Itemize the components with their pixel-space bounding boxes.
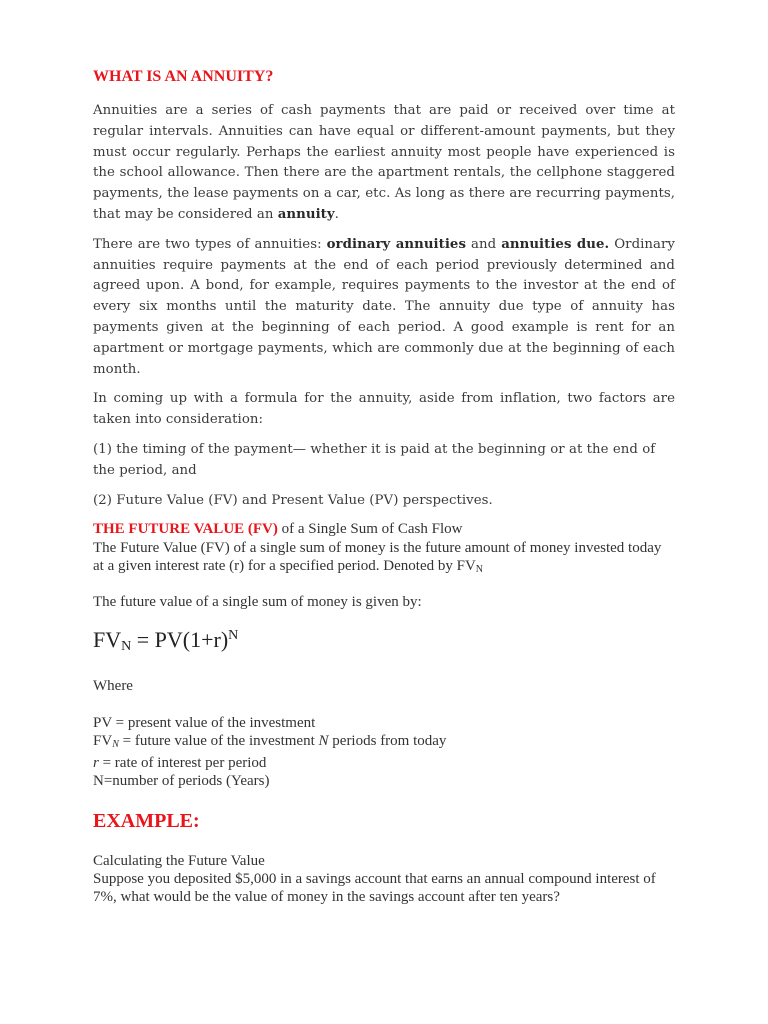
para1-text: Annuities are a series of cash payments that are paid or received over time at regular intervals. Annuities can have equal or different-amount payments, but they must occur regularly. Perhaps the earliest annuity most people have experienced is the school allowance. Then there are the apartment rentals, the cellphone staggered payments, the lease payments on a car, etc. As long as there are recurring payments, that may be considered an <box>93 103 675 222</box>
annuities-due-term: annuities due. <box>501 236 610 252</box>
future-value-description <box>93 539 675 579</box>
fv-desc-subscript: N <box>475 564 484 576</box>
ordinary-annuities-term: ordinary annuities <box>326 236 466 252</box>
fv-desc-text: The Future Value (FV) of a single sum of money is the future amount of money invested today at a given interest rate (r) for a specified period. Denoted by FV <box>93 540 662 575</box>
where-label: Where <box>93 678 133 695</box>
example-subtitle: Calculating the Future Value <box>93 853 265 870</box>
document-page <box>93 62 675 906</box>
definition-fvn <box>93 732 675 754</box>
para2-rest: Ordinary annuities require payments at the end of each period previously determined and agreed upon. A bond, for example, requires payments to the investor at the end of every six months until the maturity date. The annuity due type of annuity has payments given at the beginning of each period. A good example is rent for an apartment or mortgage payments, which are commonly due at the beginning of each month. <box>93 236 675 377</box>
definition-pv: PV = present value of the investment <box>93 715 316 732</box>
formula-lhs-subscript: N <box>121 639 132 655</box>
factor-two: (2) Future Value (FV) and Present Value (PV) perspectives. <box>93 492 493 508</box>
example-question: Suppose you deposited $5,000 in a savings account that earns an annual compound interest of 7%, what would be the value of money in the savings account after ten years? <box>93 871 656 906</box>
para2-mid: and <box>465 236 502 252</box>
para1-bold: annuity <box>277 206 335 222</box>
formula-lhs: FV <box>93 627 122 653</box>
factor-one: (1) the timing of the payment— whether it is paid at the beginning or at the end of the period, and <box>93 441 656 478</box>
annuity-definition-paragraph <box>93 101 675 226</box>
example-heading: EXAMPLE: <box>93 810 200 833</box>
def-r-symbol: r <box>93 755 99 772</box>
definitions-list <box>93 714 675 790</box>
future-value-given-by: The future value of a single sum of money is given by: <box>93 594 422 611</box>
formula-factors-paragraph: In coming up with a formula for the annuity, aside from inflation, two factors are taken into consideration: <box>93 391 675 428</box>
definition-r <box>93 754 675 772</box>
definition-n: N=number of periods (Years) <box>93 773 270 790</box>
future-value-title-red: THE FUTURE VALUE (FV) <box>93 521 278 538</box>
future-value-section-title <box>93 520 675 539</box>
def-fvn-subscript: N <box>112 739 119 751</box>
def-fvn-n: N <box>318 733 329 750</box>
annuity-types-paragraph <box>93 235 675 381</box>
future-value-title-rest: of a Single Sum of Cash Flow <box>277 521 463 538</box>
para1-end: . <box>334 206 339 222</box>
def-r-text: = rate of interest per period <box>98 755 267 772</box>
def-fvn-text: = future value of the investment <box>118 733 319 750</box>
para2-start: There are two types of annuities: <box>93 236 327 252</box>
def-fvn-end: periods from today <box>328 733 447 750</box>
formula-exponent: N <box>228 628 239 644</box>
formula-rhs: = PV(1+r) <box>131 627 229 653</box>
annuity-heading: WHAT IS AN ANNUITY? <box>93 68 274 85</box>
future-value-formula <box>93 623 675 660</box>
def-fvn-symbol: FV <box>93 733 113 750</box>
